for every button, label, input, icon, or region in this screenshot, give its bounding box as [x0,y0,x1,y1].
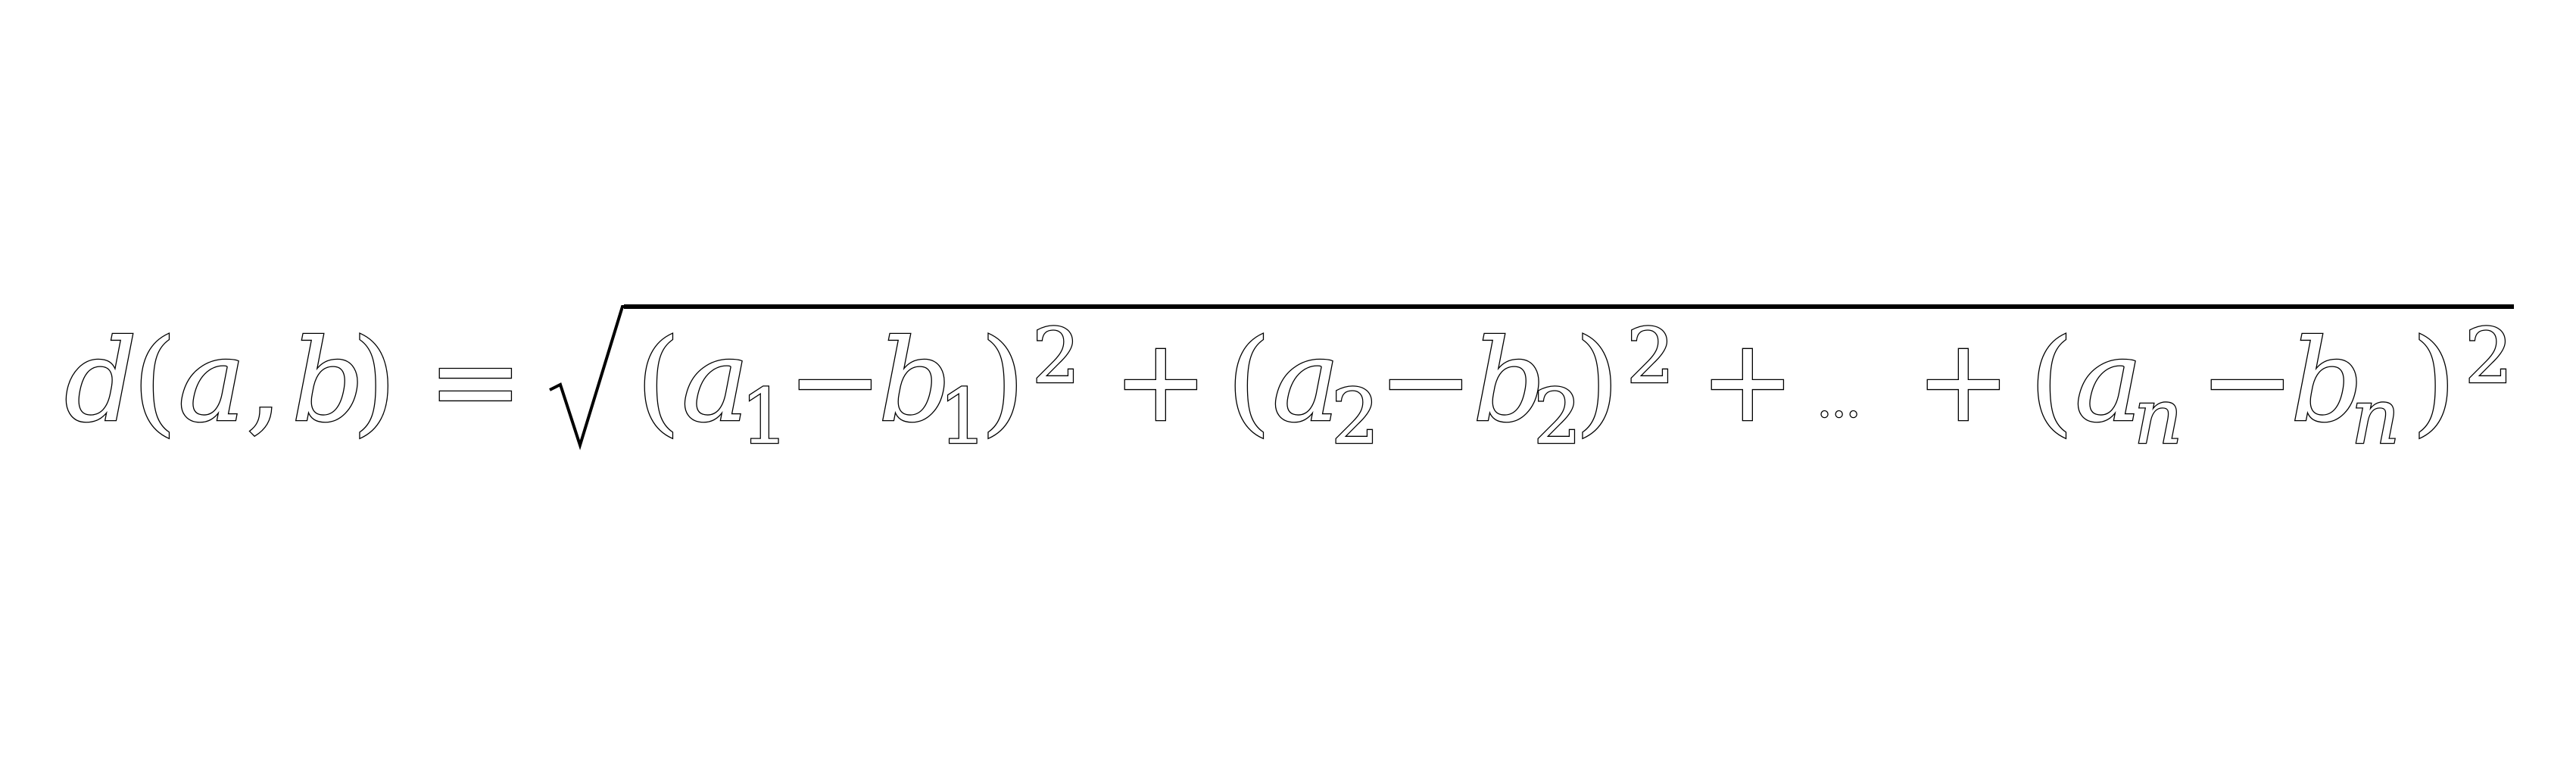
term-2-exponent: 2 [1626,312,1675,401]
term-n [2029,312,2513,461]
term-n-b-subscript: n [2351,372,2400,461]
lhs-arg-a: a [178,316,246,447]
term-1-exponent: 2 [1032,312,1081,401]
term-1-minus: − [787,316,883,447]
term-n-close-paren: ) [2412,316,2456,447]
equals-sign: = [428,316,523,447]
term-2-b: b [1473,316,1546,447]
plus-sign-3: + [1916,316,2011,447]
term-1-b-subscript: 1 [939,372,987,461]
lhs-open-paren: ( [133,316,177,447]
term-1-a: a [681,316,750,447]
term-n-exponent: 2 [2465,312,2513,401]
term-2-open-paren: ( [1227,316,1271,447]
term-1-open-paren: ( [636,316,681,447]
term-n-minus: − [2200,316,2295,447]
term-1 [636,312,1081,461]
term-2-a-subscript: 2 [1331,372,1380,461]
term-2-close-paren: ) [1575,316,1620,447]
lhs-close-paren: ) [352,316,397,447]
square-root-icon [550,307,627,445]
term-1-b: b [878,316,952,447]
term-1-a-subscript: 1 [741,372,789,461]
term-n-b: b [2291,316,2364,447]
term-2 [1227,312,1675,461]
plus-sign-2: + [1700,316,1795,447]
ellipsis: ... [1817,375,1861,428]
plus-sign-1: + [1113,316,1208,447]
function-symbol: d [64,316,138,447]
lhs-arg-b: b [292,316,365,447]
term-1-close-paren: ) [981,316,1025,447]
term-2-minus: − [1378,316,1474,447]
term-2-a: a [1272,316,1340,447]
formula-lhs [64,316,397,447]
term-n-a-subscript: n [2134,372,2183,461]
term-2-b-subscript: 2 [1533,372,1582,461]
lhs-comma: , [246,316,282,447]
term-n-open-paren: ( [2029,316,2074,447]
term-n-a: a [2075,316,2143,447]
